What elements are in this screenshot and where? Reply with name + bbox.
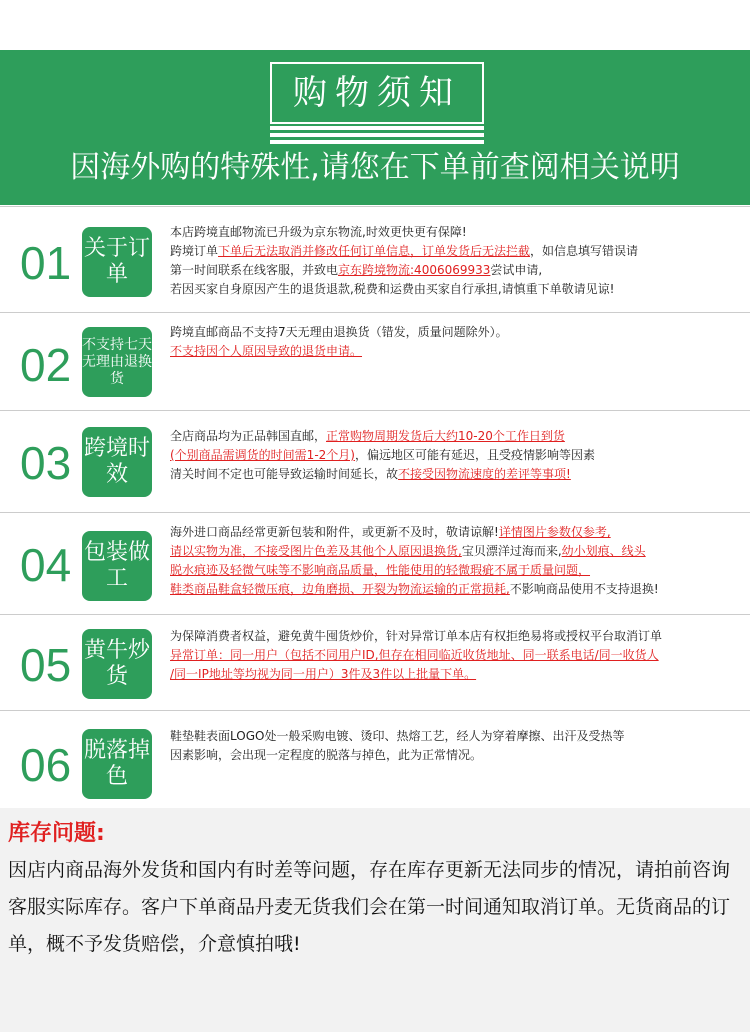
section-text <box>170 523 745 599</box>
stock-title: 库存问题: <box>8 821 105 846</box>
section-badge: 黄牛炒货 <box>82 629 152 699</box>
section-badge: 关于订单 <box>82 227 152 297</box>
section-number: 05 <box>20 639 72 691</box>
section-text <box>170 427 745 484</box>
section-fading <box>0 710 750 809</box>
text-line: 因素影响，会出现一定程度的脱落与掉色，此为正常情况。 <box>170 748 483 762</box>
text-line: 异常订单：同一用户（包括不同用户ID,但存在相同临近收货地址、同一联系电话/同一收货人 <box>170 648 659 662</box>
text-line: 全店商品均为正品韩国直邮，正常购物周期发货后大约10-20个工作日到货 <box>170 429 565 443</box>
text-line: 海外进口商品经常更新包装和附件，或更新不及时，敬请谅解!详情图片参数仅参考, <box>170 525 611 539</box>
title-underline-bars <box>270 126 484 147</box>
section-scalper <box>0 614 750 711</box>
section-badge: 不支持七天无理由退换货 <box>82 327 152 397</box>
section-number: 04 <box>20 539 72 591</box>
section-badge: 包装做工 <box>82 531 152 601</box>
section-number: 01 <box>20 237 72 289</box>
section-text <box>170 627 745 684</box>
section-shipping-time <box>0 410 750 513</box>
text-line: 第一时间联系在线客服，并致电京东跨境物流:4006069933尝试申请, <box>170 263 543 277</box>
section-number: 03 <box>20 437 72 489</box>
stock-body: 因店内商品海外发货和国内有时差等问题，存在库存更新无法同步的情况，请拍前咨询客服实际库存。客户下单商品丹麦无货我们会在第一时间通知取消订单。无货商品的订单，概不予发货赔偿，介意慎拍哦! <box>8 859 731 955</box>
text-line: 跨境订单下单后无法取消并修改任何订单信息，订单发货后无法拦截，如信息填写错误请 <box>170 244 639 258</box>
section-badge: 脱落掉色 <box>82 729 152 799</box>
section-number: 06 <box>20 739 72 791</box>
section-number: 02 <box>20 339 72 391</box>
stock-notice <box>0 808 750 1032</box>
text-line: 鞋类商品鞋盒轻微压痕，边角磨损、开裂为物流运输的正常损耗,不影响商品使用不支持退换! <box>170 582 659 596</box>
section-badge: 跨境时效 <box>82 427 152 497</box>
page-title: 购物须知 <box>270 62 484 124</box>
text-line: 脱水痕迹及轻微气味等不影响商品质量，性能使用的轻微瑕疵不属于质量问题， <box>170 563 591 577</box>
text-line: 若因买家自身原因产生的退货退款,税费和运费由买家自行承担,请慎重下单敬请见谅! <box>170 282 615 296</box>
text-line: 鞋垫鞋表面LOGO处一般采购电镀、烫印、热熔工艺，经人为穿着摩擦、出汗及受热等 <box>170 729 625 743</box>
text-line: 本店跨境直邮物流已升级为京东物流,时效更快更有保障! <box>170 225 467 239</box>
text-line: 不支持因个人原因导致的退货申请。 <box>170 344 363 358</box>
text-line: 为保障消费者权益，避免黄牛囤货炒价，针对异常订单本店有权拒绝易将或授权平台取消订单 <box>170 629 663 643</box>
text-line: 清关时间不定也可能导致运输时间延长，故不接受因物流速度的差评等事项! <box>170 467 571 481</box>
text-line: 跨境直邮商品不支持7天无理由退换货（错发，质量问题除外）。 <box>170 325 508 339</box>
section-packaging <box>0 512 750 615</box>
text-line: (个别商品需调货的时间需1-2个月)，偏远地区可能有延迟，且受疫情影响等因素 <box>170 448 595 462</box>
section-order <box>0 206 750 313</box>
section-text <box>170 727 745 765</box>
section-no-return <box>0 312 750 411</box>
page-subtitle: 因海外购的特殊性,请您在下单前查阅相关说明 <box>70 150 680 185</box>
text-line: 请以实物为准，不接受图片色差及其他个人原因退换货,宝贝漂洋过海而来,幼小划痕、线头 <box>170 544 646 558</box>
text-line: /同一IP地址等均视为同一用户）3件及3件以上批量下单。 <box>170 667 477 681</box>
header-banner <box>0 50 750 205</box>
section-text <box>170 323 745 361</box>
section-text <box>170 223 745 299</box>
